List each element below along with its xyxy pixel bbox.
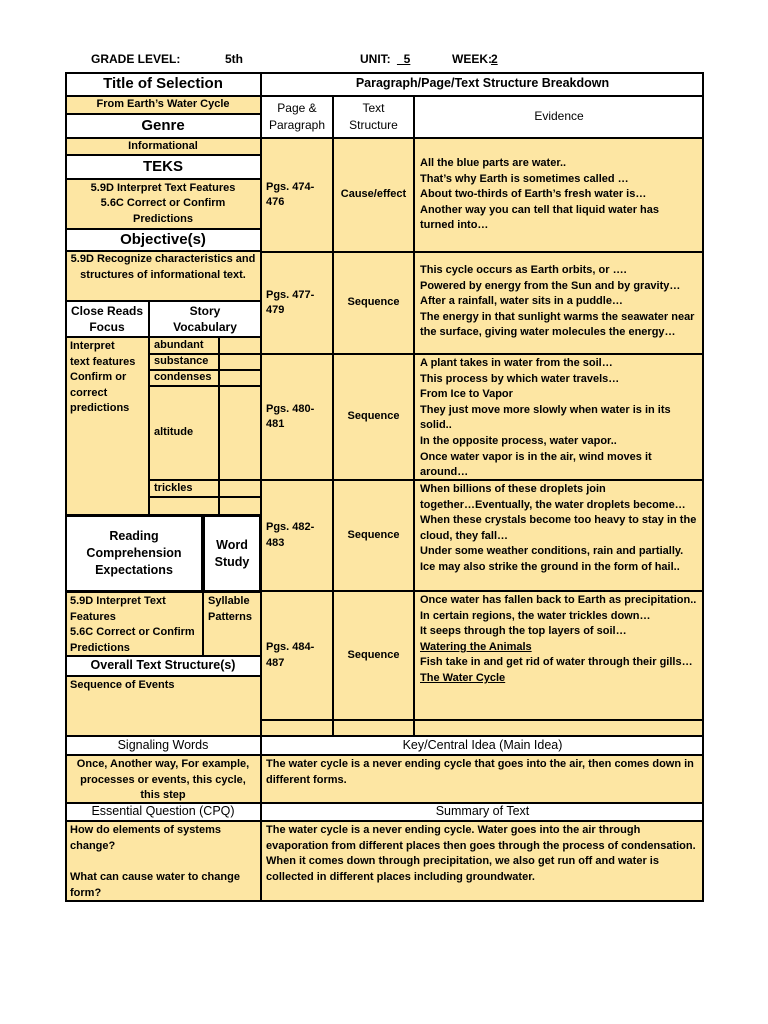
grade-level-value: 5th (225, 52, 243, 66)
row-pages (261, 480, 333, 591)
evidence-line: Under some weather conditions, rain and partially. (420, 545, 684, 558)
close-reads-line: Confirm or (70, 371, 127, 383)
text-structure-column-heading (333, 96, 414, 138)
evidence-line: When these crystals become too heavy to stay in the (420, 514, 697, 527)
close-reads-line: correct (70, 386, 108, 399)
evidence-line: All the blue parts are water.. (420, 157, 567, 169)
row-structure: Cause/effect (333, 138, 414, 252)
evidence-line: The energy in that sunlight warms the seawater near (420, 310, 695, 323)
row-structure-empty (333, 720, 414, 736)
evidence-line: Powered by energy from the Sun and by gravity… (420, 279, 681, 292)
objective-heading: Objective(s) (65, 229, 261, 251)
vocab-blank (219, 370, 261, 386)
evidence-line: A plant takes in water from the soil… (420, 357, 613, 369)
vocab-word: trickles (149, 480, 219, 497)
close-reads-heading-line: Close Reads (70, 304, 144, 318)
vocab-word: abundant (149, 337, 219, 354)
row-pages (261, 354, 333, 480)
summary-heading: Summary of Text (261, 803, 704, 821)
reading-comprehension-line: 5.9D Interpret Text (70, 595, 166, 607)
evidence-line: In certain regions, the water trickles down… (420, 609, 651, 622)
evidence-line: the surface, giving water molecules the energy… (420, 326, 676, 339)
close-reads-line: text features (70, 355, 136, 368)
evidence-line: Watering the Animals (420, 640, 532, 653)
close-reads-line: Interpret (70, 340, 115, 352)
reading-comprehension-heading-line: Comprehension (86, 546, 182, 560)
close-reads-value (65, 337, 149, 515)
key-idea-line: The water cycle is a never ending cycle that goes into the air, then comes down in (266, 758, 694, 770)
evidence-line: Fish take in and get rid of water through their gills… (420, 656, 693, 669)
row-pages-line: Pgs. 484- (266, 641, 315, 653)
genre-value: Informational (65, 138, 261, 155)
evidence-line: turned into… (420, 219, 489, 232)
grade-level-label: GRADE LEVEL: (91, 52, 181, 66)
page-paragraph-heading-line: Page & (277, 101, 317, 115)
evidence-line: It seeps through the top layers of soil… (420, 625, 627, 638)
evidence-line: In the opposite process, water vapor.. (420, 434, 617, 447)
close-reads-line: predictions (70, 402, 130, 414)
objective-line: structures of informational text. (80, 268, 246, 281)
row-structure: Sequence (333, 252, 414, 354)
row-pages-line: 481 (266, 418, 285, 430)
evidence-line: Another way you can tell that liquid water has (420, 203, 659, 216)
signaling-words-line: processes or events, this cycle, (80, 773, 246, 786)
reading-comprehension-line: 5.6C Correct or Confirm (70, 626, 195, 638)
essential-question-line: How do elements of systems (70, 824, 221, 836)
lesson-plan-table (65, 72, 704, 902)
row-evidence (414, 591, 704, 720)
essential-question-line: form? (70, 886, 102, 899)
essential-question-value (65, 821, 261, 902)
objective-line: 5.9D Recognize characteristics and (70, 253, 256, 265)
summary-line: collected in different places including groundwater. (266, 870, 535, 883)
genre-heading: Genre (65, 114, 261, 138)
signaling-words-value (65, 755, 261, 803)
vocab-blank (219, 354, 261, 370)
essential-question-heading: Essential Question (CPQ) (65, 803, 261, 821)
close-reads-heading-line: Focus (89, 320, 125, 334)
summary-line: evaporation from different places then goes through the process of condensation. (266, 839, 696, 852)
evidence-line: The Water Cycle (420, 671, 506, 684)
vocab-word: altitude (149, 386, 219, 480)
summary-line: The water cycle is a never ending cycle. Water goes into the air through (266, 824, 641, 836)
word-study-heading-line: Study (214, 554, 250, 569)
evidence-line: together…Eventually, the water droplets become… (420, 498, 686, 511)
vocab-blank (219, 337, 261, 354)
evidence-line: Once water vapor is in the air, wind moves it (420, 450, 652, 463)
row-pages-line: Pgs. 474- (266, 180, 315, 193)
story-vocabulary-heading (149, 301, 261, 337)
signaling-words-heading: Signaling Words (65, 736, 261, 755)
evidence-line: After a rainfall, water sits in a puddle… (420, 295, 623, 308)
word-study-heading-line: Word (216, 537, 248, 552)
word-study-line: Patterns (208, 610, 253, 623)
row-pages (261, 252, 333, 354)
row-evidence (414, 354, 704, 480)
key-idea-line: different forms. (266, 773, 347, 786)
signaling-words-line: Once, Another way, For example, (76, 758, 250, 770)
reading-comprehension-value (65, 592, 203, 656)
key-idea-value (261, 755, 704, 803)
reading-comprehension-heading (65, 515, 203, 592)
summary-value (261, 821, 704, 902)
evidence-line: From Ice to Vapor (420, 388, 513, 401)
page-paragraph-column-heading (261, 96, 333, 138)
week-value: 2 (491, 52, 498, 66)
teks-line: 5.9D Interpret Text Features (90, 181, 236, 194)
text-structure-heading-line: Structure (349, 118, 398, 132)
evidence-line: cloud, they fall… (420, 529, 509, 542)
evidence-line: They just move more slowly when water is in its (420, 403, 671, 416)
reading-comprehension-heading-line: Expectations (95, 563, 173, 577)
vocab-word: substance (149, 354, 219, 370)
vocab-blank (219, 386, 261, 480)
vocab-blank (219, 497, 261, 515)
overall-text-structure-heading: Overall Text Structure(s) (65, 656, 261, 676)
evidence-line: That’s why Earth is sometimes called … (420, 172, 629, 185)
evidence-line: This cycle occurs as Earth orbits, or …. (420, 264, 627, 276)
reading-comprehension-line: Predictions (70, 641, 130, 654)
story-vocabulary-heading-line: Story (189, 304, 221, 318)
close-reads-heading (65, 301, 149, 337)
signaling-words-line: this step (140, 789, 186, 801)
row-pages-line: 483 (266, 536, 285, 549)
evidence-line: around… (420, 466, 469, 479)
page-paragraph-heading-line: Paragraph (268, 118, 326, 132)
title-of-selection-heading: Title of Selection (65, 72, 261, 96)
teks-line: Predictions (133, 212, 193, 225)
vocab-word: condenses (149, 370, 219, 386)
evidence-line: Once water has fallen back to Earth as precipitation.. (420, 594, 697, 606)
row-evidence (414, 252, 704, 354)
vocab-blank (149, 497, 219, 515)
text-structure-heading-line: Text (362, 101, 385, 115)
row-pages-empty (261, 720, 333, 736)
summary-line: When it comes down through precipitation, we also get run off and water is (266, 855, 659, 867)
word-study-value (203, 592, 261, 656)
teks-line: 5.6C Correct or Confirm (100, 197, 226, 210)
evidence-line: Ice may also strike the ground in the form of hail.. (420, 560, 680, 573)
row-structure: Sequence (333, 480, 414, 591)
overall-text-structure-value: Sequence of Events (65, 676, 261, 736)
breakdown-heading: Paragraph/Page/Text Structure Breakdown (261, 72, 704, 96)
row-evidence (414, 138, 704, 252)
essential-question-spacer (70, 854, 256, 870)
unit-value: _5 (397, 52, 411, 66)
vocab-blank (219, 480, 261, 497)
objective-value (65, 251, 261, 301)
unit-label: UNIT: (360, 52, 391, 66)
story-vocabulary-heading-line: Vocabulary (173, 320, 237, 334)
word-study-line: Syllable (208, 595, 250, 607)
evidence-line: solid.. (420, 419, 452, 432)
teks-value (65, 179, 261, 229)
row-structure: Sequence (333, 591, 414, 720)
key-idea-heading: Key/Central Idea (Main Idea) (261, 736, 704, 755)
row-pages-line: Pgs. 482- (266, 521, 315, 533)
essential-question-line: What can cause water to change (70, 871, 240, 883)
row-pages-line: 487 (266, 656, 285, 669)
row-pages-line: 476 (266, 196, 285, 208)
essential-question-line: change? (70, 839, 116, 852)
evidence-line: This process by which water travels… (420, 372, 620, 385)
evidence-line: About two-thirds of Earth’s fresh water is… (420, 188, 647, 201)
reading-comprehension-line: Features (70, 610, 116, 623)
teks-heading: TEKS (65, 155, 261, 179)
row-evidence (414, 480, 704, 591)
title-of-selection-value: From Earth’s Water Cycle (65, 96, 261, 114)
row-evidence-empty (414, 720, 704, 736)
row-pages-line: 479 (266, 304, 285, 316)
row-pages (261, 138, 333, 252)
evidence-column-heading: Evidence (414, 96, 704, 138)
week-label: WEEK: (452, 52, 492, 66)
row-structure: Sequence (333, 354, 414, 480)
word-study-heading (203, 515, 261, 592)
reading-comprehension-heading-line: Reading (109, 529, 159, 543)
row-pages-line: Pgs. 480- (266, 402, 315, 415)
evidence-line: When billions of these droplets join (420, 483, 606, 495)
row-pages (261, 591, 333, 720)
row-pages-line: Pgs. 477- (266, 288, 315, 301)
